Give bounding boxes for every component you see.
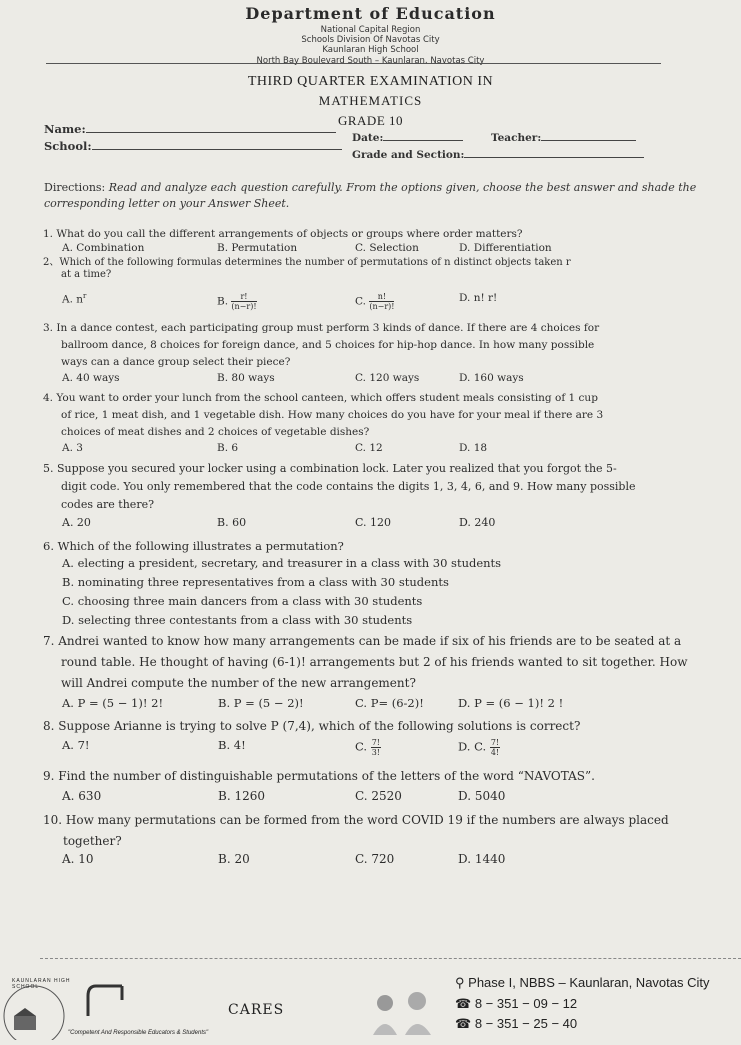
question-10-stem <box>43 810 733 852</box>
division-label: Schools Division Of Navotas City <box>301 35 440 45</box>
question-10-option-a[interactable]: A. 10 <box>62 852 94 866</box>
question-5-option-a[interactable]: A. 20 <box>62 516 91 529</box>
question-3-line: 3. In a dance contest, each participating group must perform 3 kinds of dance. If there are 4 choices for <box>43 322 600 334</box>
question-10-option-d[interactable]: D. 1440 <box>458 852 506 866</box>
question-6-line: 6. Which of the following illustrates a permutation? <box>43 539 344 553</box>
question-2-line: 2、Which of the following formulas determines the number of permutations of n distinct objects taken r <box>43 257 571 268</box>
footer-address: Phase I, NBBS – Kaunlaran, Navotas City <box>468 975 710 990</box>
cares-logo-icon <box>84 982 129 1022</box>
question-5-line: digit code. You only remembered that the code contains the digits 1, 3, 4, 6, and 9. How many possible <box>61 480 636 493</box>
question-8-option-b[interactable]: B. 4! <box>218 738 246 752</box>
directions-label: Directions: <box>44 181 106 194</box>
exam-title: THIRD QUARTER EXAMINATION IN <box>247 74 494 89</box>
subject-title: MATHEMATICS <box>318 93 423 108</box>
name-line[interactable] <box>86 132 336 133</box>
question-8-stem <box>43 716 733 737</box>
teacher-label: Teacher: <box>491 132 542 144</box>
header-divider <box>46 63 661 64</box>
question-7-line: will Andrei compute the number of the new arrangement? <box>61 676 416 690</box>
question-9-option-c[interactable]: C. 2520 <box>355 789 402 803</box>
question-10-line: together? <box>63 834 122 848</box>
phone-row-1 <box>455 996 577 1012</box>
department-title: Department of Education <box>245 4 496 23</box>
region-label: National Capital Region <box>320 25 421 35</box>
cares-logo-mark <box>84 982 129 1022</box>
question-7-option-b[interactable]: B. P = (5 − 2)! <box>218 696 304 710</box>
students-illustration-icon <box>365 985 445 1040</box>
question-7-stem <box>43 631 733 694</box>
question-1-option-a[interactable]: A. Combination <box>62 242 145 254</box>
question-2-line: at a time? <box>61 269 112 280</box>
name-label: Name: <box>44 122 86 136</box>
cares-label: CARES <box>228 1002 285 1018</box>
question-10-line: 10. How many permutations can be formed from the word COVID 19 if the numbers are always placed <box>43 813 669 827</box>
fraction-c: $\frac{7!}{3!}$ <box>371 738 381 757</box>
grade-section-field[interactable] <box>352 149 644 161</box>
question-3-line: ballroom dance, 8 choices for foreign dance, and 5 choices for hip-hop dance. In how many possible <box>61 339 595 351</box>
school-label: School: <box>44 139 92 153</box>
date-label: Date: <box>352 132 384 144</box>
teacher-field[interactable] <box>491 132 636 144</box>
directions-text: Read and analyze each question carefully. From the options given, choose the best answer and shade the corresponding letter on your Answer Sheet. <box>44 181 697 210</box>
footer-divider <box>40 958 741 959</box>
school-seal-text: KAUNLARAN HIGH SCHOOL <box>12 978 71 990</box>
school-field[interactable] <box>44 139 342 153</box>
question-3-option-c[interactable]: C. 120 ways <box>355 372 420 384</box>
question-6-stem <box>43 537 733 555</box>
phone-icon: ☎ <box>455 1016 472 1031</box>
grade-section-label: Grade and Section: <box>352 149 465 161</box>
question-6-option-b[interactable]: B. nominating three representatives from a class with 30 students <box>62 575 449 589</box>
date-field[interactable] <box>352 132 463 144</box>
question-8-option-d[interactable]: D. C. $\frac{7!}{4!}$ <box>458 738 500 757</box>
question-2-option-b[interactable]: B. $\frac{r!}{(n-r)!}$ <box>217 292 257 311</box>
phone-icon: ☎ <box>455 996 472 1011</box>
question-5-option-b[interactable]: B. 60 <box>217 516 247 529</box>
question-2-option-a[interactable]: A. $n^r$ <box>62 292 87 306</box>
question-2-option-c[interactable]: C. $\frac{n!}{(n-r)!}$ <box>355 292 395 311</box>
question-10-option-b[interactable]: B. 20 <box>218 852 250 866</box>
question-8-option-c[interactable]: C. $\frac{7!}{3!}$ <box>355 738 381 757</box>
question-5-stem <box>43 460 733 514</box>
question-7-option-d[interactable]: D. P = (6 − 1)! 2 ! <box>458 696 564 710</box>
date-line[interactable] <box>383 140 463 141</box>
question-9-line: 9. Find the number of distinguishable permutations of the letters of the word “NAVOTAS”. <box>43 769 595 783</box>
school-address: North Bay Boulevard South – Kaunlaran, Navotas City <box>256 56 485 66</box>
question-10-option-c[interactable]: C. 720 <box>355 852 395 866</box>
question-1-option-d[interactable]: D. Differentiation <box>459 242 552 254</box>
phone-number-2: 8 − 351 − 25 − 40 <box>474 1016 578 1031</box>
question-4-option-d[interactable]: D. 18 <box>459 442 488 454</box>
footer-address-row <box>455 975 710 991</box>
question-4-option-c[interactable]: C. 12 <box>355 442 383 454</box>
question-4-option-a[interactable]: A. 3 <box>62 442 83 454</box>
question-9-option-a[interactable]: A. 630 <box>62 789 102 803</box>
directions <box>44 180 704 212</box>
question-9-option-b[interactable]: B. 1260 <box>218 789 265 803</box>
name-field[interactable] <box>44 122 336 136</box>
school-line[interactable] <box>92 149 342 150</box>
grade-section-line[interactable] <box>464 157 644 158</box>
question-2-stem <box>43 257 733 281</box>
location-pin-icon: ⚲ <box>455 975 465 990</box>
question-5-option-d[interactable]: D. 240 <box>459 516 496 529</box>
question-4-line: of rice, 1 meat dish, and 1 vegetable dish. How many choices do you have for your meal if there are 3 <box>61 409 604 421</box>
question-1-option-c[interactable]: C. Selection <box>355 242 419 254</box>
question-7-line: round table. He thought of having (6-1)! arrangements but 2 of his friends wanted to sit together. How <box>61 655 688 669</box>
question-8-option-a[interactable]: A. 7! <box>62 738 90 752</box>
question-1-stem <box>43 228 733 240</box>
question-8-line: 8. Suppose Arianne is trying to solve P (7,4), which of the following solutions is correct? <box>43 719 581 733</box>
question-4-line: choices of meat dishes and 2 choices of vegetable dishes? <box>61 426 370 438</box>
question-7-line: 7. Andrei wanted to know how many arrangements can be made if six of his friends are to be seated at a <box>43 634 682 648</box>
teacher-line[interactable] <box>541 140 636 141</box>
question-7-option-c[interactable]: C. P= (6-2)! <box>355 696 424 710</box>
school-name: Kaunlaran High School <box>322 45 419 55</box>
phone-number-1: 8 − 351 − 09 − 12 <box>474 996 578 1011</box>
question-3-option-b[interactable]: B. 80 ways <box>217 372 275 384</box>
question-6-option-c[interactable]: C. choosing three main dancers from a class with 30 students <box>62 594 423 608</box>
question-3-option-d[interactable]: D. 160 ways <box>459 372 524 384</box>
question-1-option-b[interactable]: B. Permutation <box>217 242 298 254</box>
question-7-option-a[interactable]: A. P = (5 − 1)! 2! <box>62 696 164 710</box>
motto: "Competent And Responsible Educators & Students" <box>68 1030 209 1036</box>
phone-row-2 <box>455 1016 577 1032</box>
question-5-line: codes are there? <box>61 498 154 511</box>
question-6-option-d[interactable]: D. selecting three contestants from a class with 30 students <box>62 613 413 627</box>
question-9-option-d[interactable]: D. 5040 <box>458 789 506 803</box>
question-3-option-a[interactable]: A. 40 ways <box>62 372 120 384</box>
students-illustration <box>365 985 445 1040</box>
question-3-line: ways can a dance group select their piece? <box>61 356 291 368</box>
question-6-option-a[interactable]: A. electing a president, secretary, and treasurer in a class with 30 students <box>62 556 502 570</box>
grade-title: GRADE 10 <box>337 113 404 128</box>
question-5-option-c[interactable]: C. 120 <box>355 516 392 529</box>
question-5-line: 5. Suppose you secured your locker using a combination lock. Later you realized that you forgot the 5- <box>43 462 617 475</box>
fraction-d: $\frac{7!}{4!}$ <box>490 738 500 757</box>
question-3-stem <box>43 320 733 371</box>
fraction-b: $\frac{r!}{(n-r)!}$ <box>231 292 257 311</box>
question-4-option-b[interactable]: B. 6 <box>217 442 239 454</box>
fraction-c: $\frac{n!}{(n-r)!}$ <box>369 292 395 311</box>
question-4-line: 4. You want to order your lunch from the school canteen, which offers student meals consisting of 1 cup <box>43 392 598 404</box>
question-1-line: 1. What do you call the different arrangements of objects or groups where order matters? <box>43 228 523 240</box>
question-4-stem <box>43 390 733 441</box>
question-9-stem <box>43 766 733 787</box>
question-2-option-d[interactable]: D. n! r! <box>459 292 498 304</box>
